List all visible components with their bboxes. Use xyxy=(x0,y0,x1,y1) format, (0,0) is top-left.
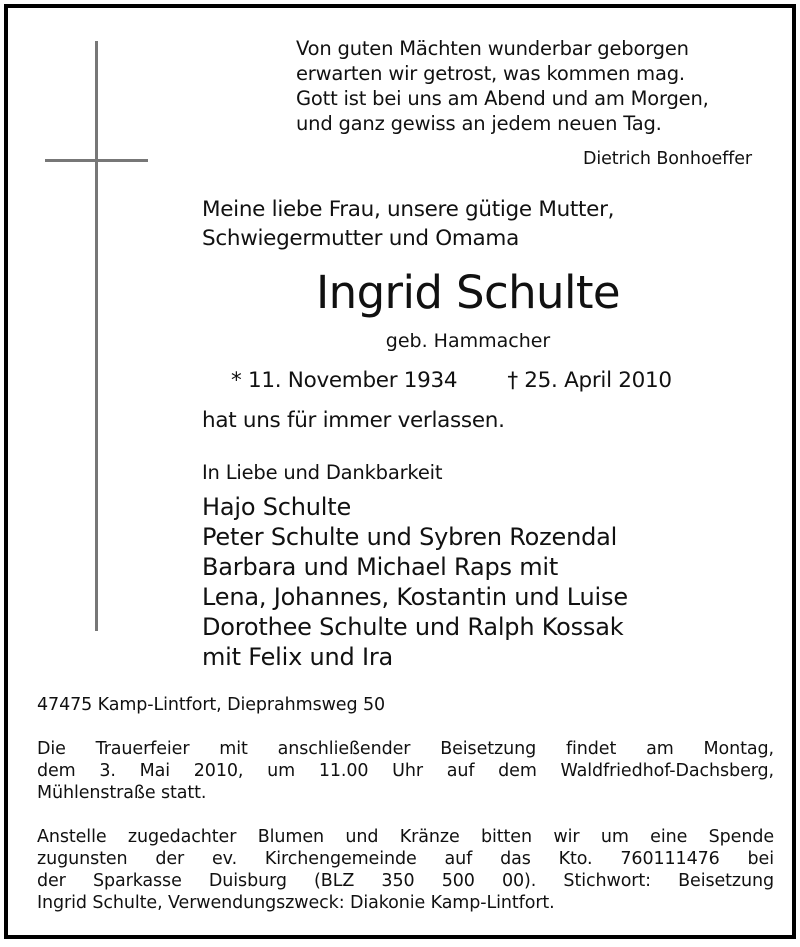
poem-quote xyxy=(296,36,709,136)
family-line: Peter Schulte und Sybren Rozendal xyxy=(202,523,618,551)
poem-line: Von guten Mächten wunderbar geborgen xyxy=(296,37,689,60)
death-date: † 25. April 2010 xyxy=(507,368,672,393)
paragraph-line: dem 3. Mai 2010, um 11.00 Uhr auf dem Waldfriedhof-Dachsberg, xyxy=(37,761,774,781)
poem-line: Gott ist bei uns am Abend und am Morgen, xyxy=(296,87,709,110)
paragraph-line: Mühlenstraße statt. xyxy=(37,783,207,803)
family-line: Hajo Schulte xyxy=(202,493,352,521)
family-line: Lena, Johannes, Kostantin und Luise xyxy=(202,583,628,611)
funeral-paragraph xyxy=(37,738,774,804)
cross-horizontal-bar xyxy=(45,159,148,162)
paragraph-line: Die Trauerfeier mit anschließender Beisetzung findet am Montag, xyxy=(37,739,774,759)
family-line: Dorothee Schulte und Ralph Kossak xyxy=(202,613,624,641)
paragraph-line: zugunsten der ev. Kirchengemeinde auf das Kto. 760111476 bei xyxy=(37,849,774,869)
donation-paragraph xyxy=(37,826,774,914)
paragraph-line: Ingrid Schulte, Verwendungszweck: Diakonie Kamp-Lintfort. xyxy=(37,893,555,913)
deceased-name: Ingrid Schulte xyxy=(315,266,620,319)
family-line: Barbara und Michael Raps mit xyxy=(202,553,559,581)
greeting-line: In Liebe und Dankbarkeit xyxy=(202,461,443,484)
intro-text xyxy=(202,195,614,253)
poem-line: erwarten wir getrost, was kommen mag. xyxy=(296,62,685,85)
address-line: 47475 Kamp-Lintfort, Dieprahmsweg 50 xyxy=(37,695,386,715)
intro-line: Meine liebe Frau, unsere gütige Mutter, xyxy=(202,197,615,222)
obituary-notice xyxy=(4,4,796,939)
birth-date: * 11. November 1934 xyxy=(231,368,458,393)
life-dates xyxy=(231,368,672,393)
paragraph-line: der Sparkasse Duisburg (BLZ 350 500 00). Stichwort: Beisetzung xyxy=(37,871,774,891)
family-line: mit Felix und Ira xyxy=(202,643,394,671)
poem-author: Dietrich Bonhoeffer xyxy=(582,149,752,169)
intro-line: Schwiegermutter und Omama xyxy=(202,226,519,251)
passing-statement: hat uns für immer verlassen. xyxy=(202,408,505,433)
birth-name: geb. Hammacher xyxy=(385,330,551,352)
poem-line: und ganz gewiss an jedem neuen Tag. xyxy=(296,112,662,135)
family-list xyxy=(202,492,628,672)
paragraph-line: Anstelle zugedachter Blumen und Kränze bitten wir um eine Spende xyxy=(37,827,774,847)
